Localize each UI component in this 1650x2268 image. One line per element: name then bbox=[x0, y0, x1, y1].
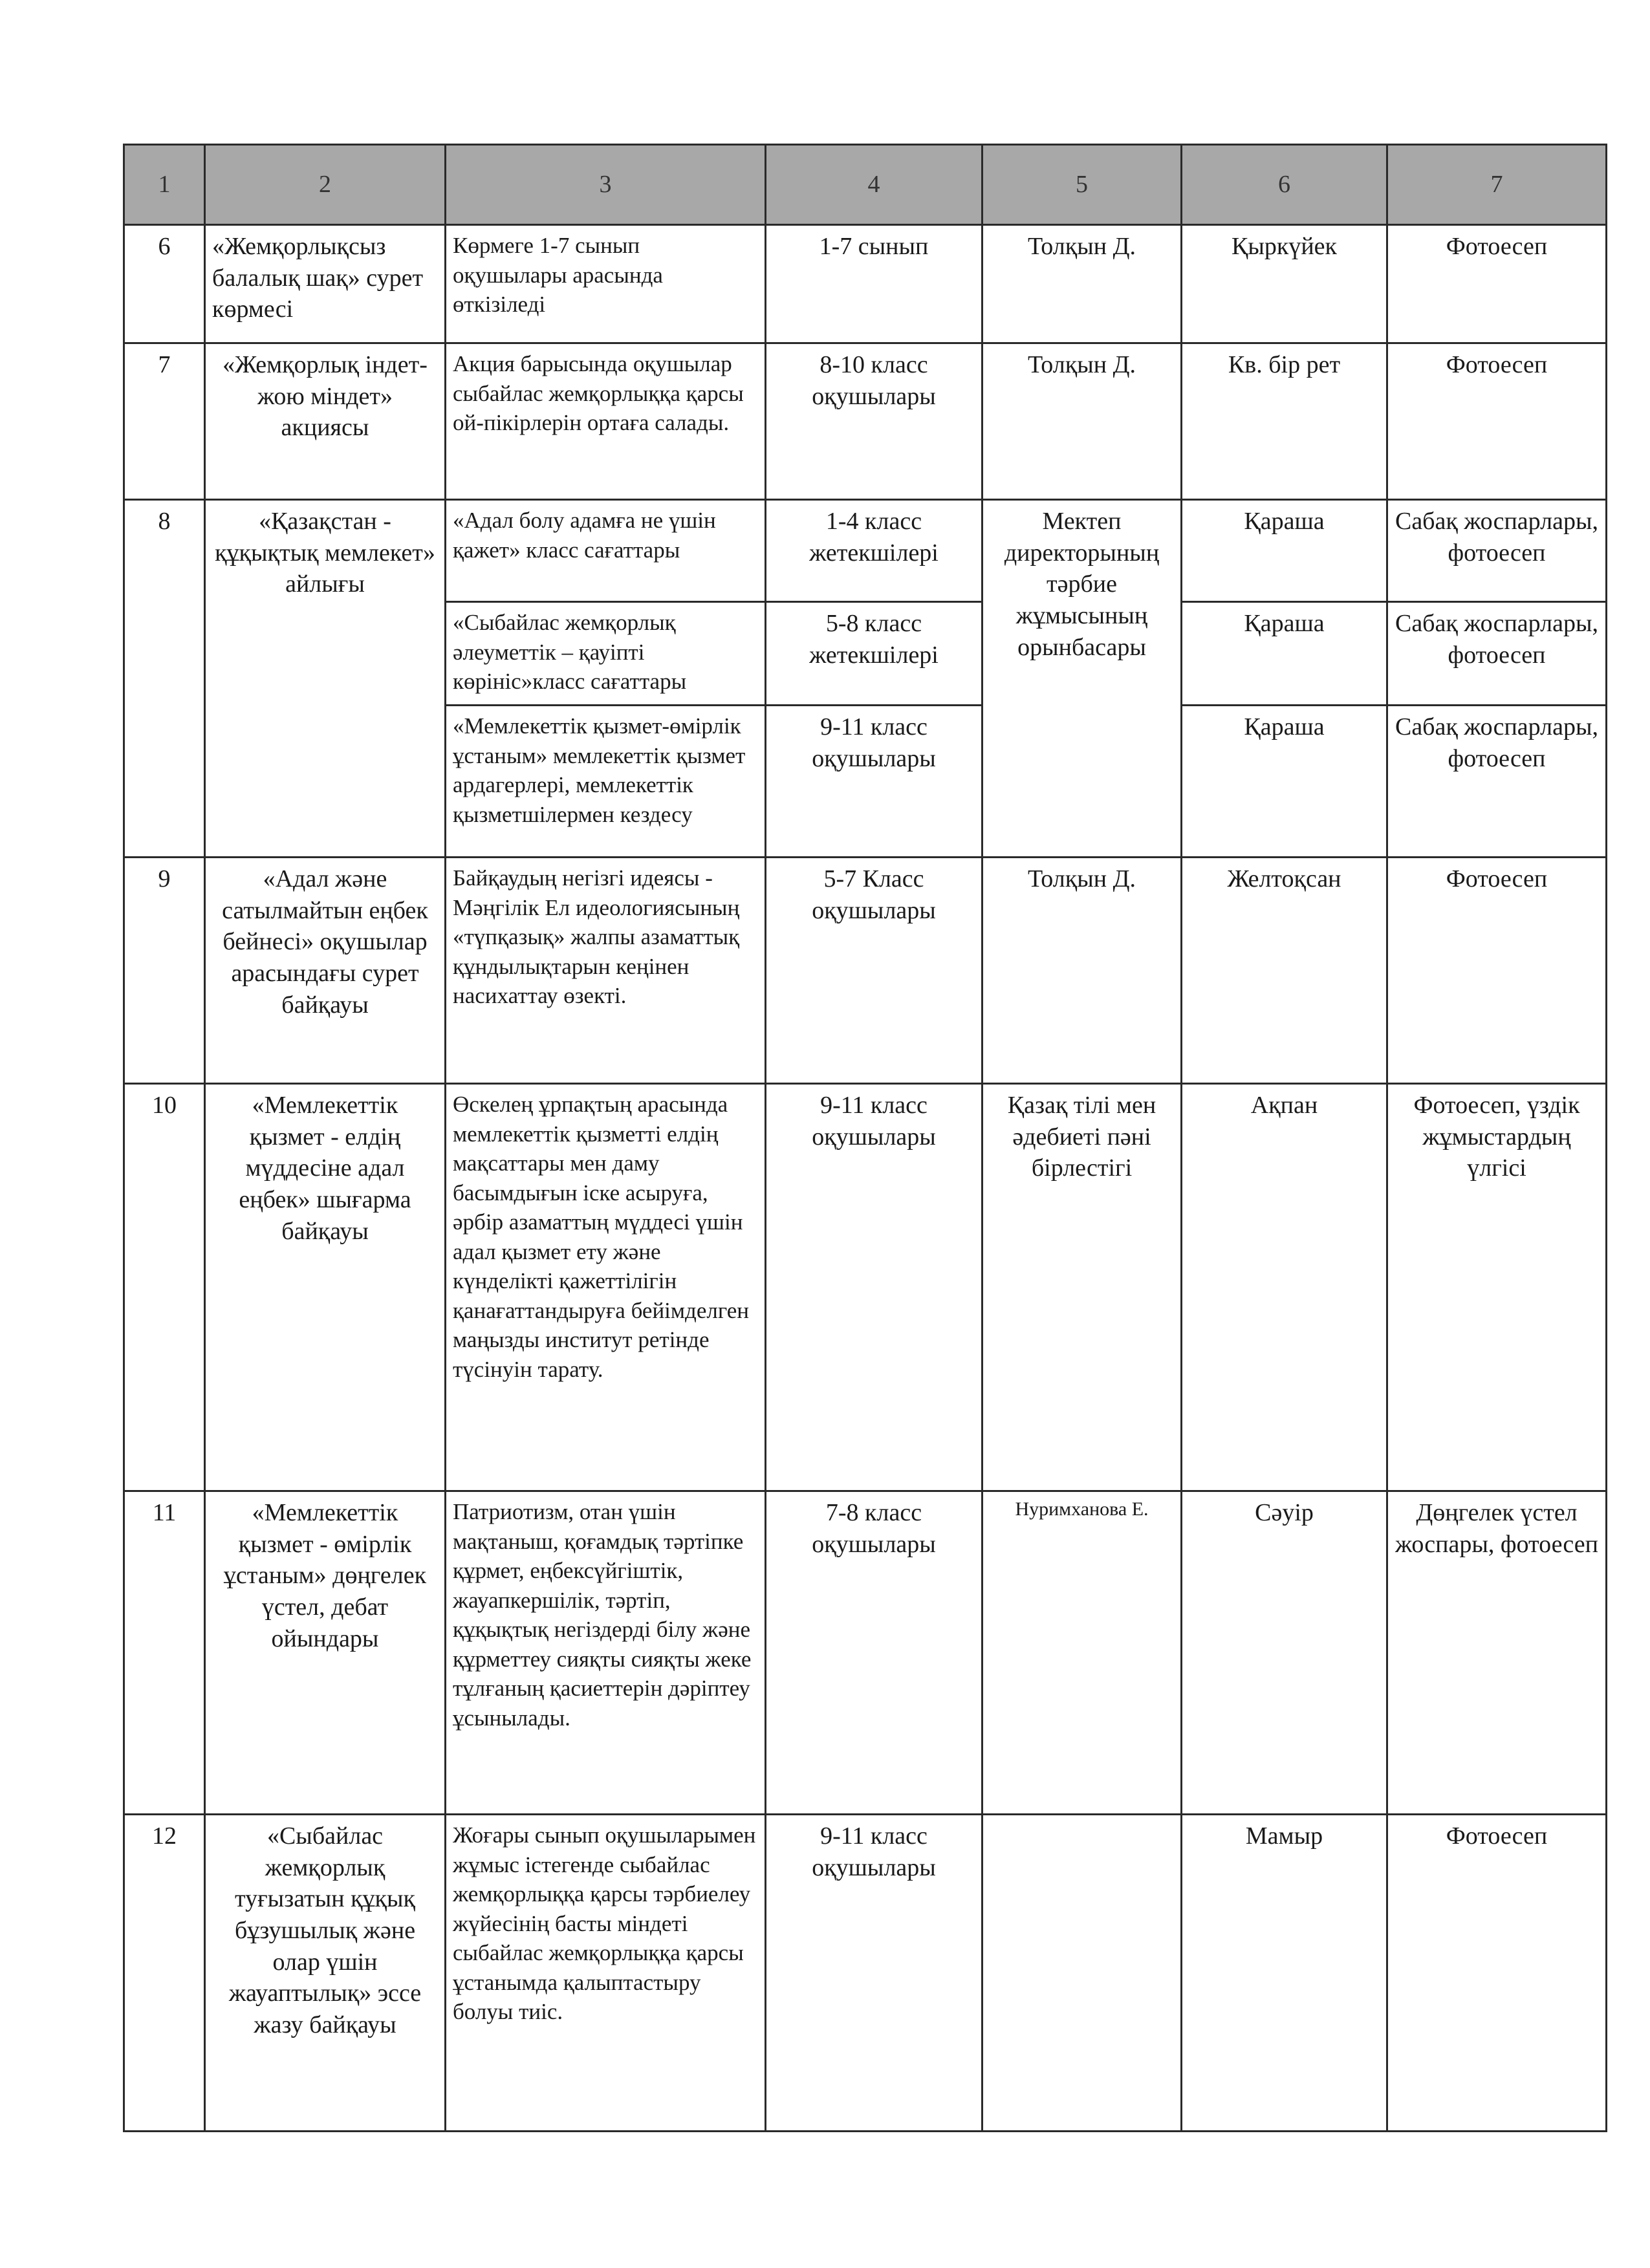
header-col-3: 3 bbox=[446, 145, 766, 225]
participants: 9-11 класс оқушылары bbox=[766, 1815, 982, 2132]
timing: Қараша bbox=[1182, 706, 1387, 858]
header-col-1: 1 bbox=[124, 145, 205, 225]
event-name: «Мемлекеттік қызмет - елдің мүддесіне адал еңбек» шығарма байқауы bbox=[205, 1084, 446, 1491]
output-format: Фотоесеп bbox=[1387, 858, 1607, 1084]
row-number: 11 bbox=[124, 1491, 205, 1815]
header-col-4: 4 bbox=[766, 145, 982, 225]
participants: 1-7 сынып bbox=[766, 225, 982, 343]
timing: Желтоқсан bbox=[1182, 858, 1387, 1084]
table-row bbox=[124, 858, 1607, 1084]
timing: Мамыр bbox=[1182, 1815, 1387, 2132]
event-description: Өскелең ұрпақтың арасында мемлекеттік қызметті елдің мақсаттары мен даму басымдығын іске асыруға, әрбір азаматтың мүддесі үшін адал қызмет ету және күнделікті қажеттілігін қанағаттандыруға бейімделген маңызды институт ретінде түсінуін тарату. bbox=[446, 1084, 766, 1491]
table-row bbox=[124, 500, 1607, 602]
header-col-2: 2 bbox=[205, 145, 446, 225]
responsible: Толқын Д. bbox=[982, 225, 1182, 343]
responsible: Мектеп директорының тәрбие жұмысының орынбасары bbox=[982, 500, 1182, 858]
table-row bbox=[124, 343, 1607, 500]
participants: 9-11 класс оқушылары bbox=[766, 706, 982, 858]
event-name: «Сыбайлас жемқорлық туғызатын құқық бұзушылық және олар үшін жауаптылық» эссе жазу байқауы bbox=[205, 1815, 446, 2132]
row-number: 12 bbox=[124, 1815, 205, 2132]
responsible: Нуримханова Е. bbox=[982, 1491, 1182, 1815]
header-row bbox=[124, 145, 1607, 225]
timing: Ақпан bbox=[1182, 1084, 1387, 1491]
header-col-5: 5 bbox=[982, 145, 1182, 225]
output-format: Сабақ жоспарлары, фотоесеп bbox=[1387, 500, 1607, 602]
participants: 5-8 класс жетекшілері bbox=[766, 602, 982, 706]
output-format: Фотоесеп bbox=[1387, 225, 1607, 343]
output-format: Фотоесеп, үздік жұмыстардың үлгісі bbox=[1387, 1084, 1607, 1491]
event-description: Көрмеге 1-7 сынып оқушылары арасында өткізіледі bbox=[446, 225, 766, 343]
timing: Кв. бір рет bbox=[1182, 343, 1387, 500]
timing: Сәуір bbox=[1182, 1491, 1387, 1815]
timing: Қараша bbox=[1182, 500, 1387, 602]
table-row bbox=[124, 1491, 1607, 1815]
timing: Қараша bbox=[1182, 602, 1387, 706]
table-row bbox=[124, 1815, 1607, 2132]
row-number: 10 bbox=[124, 1084, 205, 1491]
event-description: «Мемлекеттік қызмет-өмірлік ұстаным» мемлекеттік қызмет ардагерлері, мемлекеттік қызметшілермен кездесу bbox=[446, 706, 766, 858]
event-name: «Жемқорлықсыз балалық шақ» сурет көрмесі bbox=[205, 225, 446, 343]
event-description: Байқаудың негізгі идеясы - Мәңгілік Ел идеологиясының «түпқазық» жалпы азаматтық құндылықтарын кеңінен насихаттау өзекті. bbox=[446, 858, 766, 1084]
event-description: «Адал болу адамға не үшін қажет» класс сағаттары bbox=[446, 500, 766, 602]
responsible: Толқын Д. bbox=[982, 858, 1182, 1084]
event-description: Патриотизм, отан үшін мақтаныш, қоғамдық тәртіпке құрмет, еңбексүйгіштік, жауапкершілік, тәртіп, құқықтық негіздерді білу және құрметтеу сияқты сияқты жеке тұлғаның қасиеттерін дәріптеу ұсынылады. bbox=[446, 1491, 766, 1815]
responsible bbox=[982, 1815, 1182, 2132]
event-description: Акция барысында оқушылар сыбайлас жемқорлыққа қарсы ой-пікірлерін ортаға салады. bbox=[446, 343, 766, 500]
event-name: «Жемқорлық індет-жою міндет» акциясы bbox=[205, 343, 446, 500]
participants: 8-10 класс оқушылары bbox=[766, 343, 982, 500]
output-format: Фотоесеп bbox=[1387, 343, 1607, 500]
participants: 7-8 класс оқушылары bbox=[766, 1491, 982, 1815]
responsible: Қазақ тілі мен әдебиеті пәні бірлестігі bbox=[982, 1084, 1182, 1491]
row-number: 9 bbox=[124, 858, 205, 1084]
responsible: Толқын Д. bbox=[982, 343, 1182, 500]
timing: Қыркүйек bbox=[1182, 225, 1387, 343]
event-description: «Сыбайлас жемқорлық әлеуметтік – қауіпті көрініс»класс сағаттары bbox=[446, 602, 766, 706]
row-number: 8 bbox=[124, 500, 205, 858]
participants: 9-11 класс оқушылары bbox=[766, 1084, 982, 1491]
row-number: 7 bbox=[124, 343, 205, 500]
output-format: Фотоесеп bbox=[1387, 1815, 1607, 2132]
output-format: Сабақ жоспарлары, фотоесеп bbox=[1387, 602, 1607, 706]
event-name: «Қазақстан - құқықтық мемлекет» айлығы bbox=[205, 500, 446, 858]
header-col-7: 7 bbox=[1387, 145, 1607, 225]
plan-table bbox=[123, 144, 1607, 2132]
participants: 1-4 класс жетекшілері bbox=[766, 500, 982, 602]
output-format: Дөңгелек үстел жоспары, фотоесеп bbox=[1387, 1491, 1607, 1815]
output-format: Сабақ жоспарлары, фотоесеп bbox=[1387, 706, 1607, 858]
table-row bbox=[124, 225, 1607, 343]
participants: 5-7 Класс оқушылары bbox=[766, 858, 982, 1084]
event-name: «Адал және сатылмайтын еңбек бейнесі» оқушылар арасындағы сурет байқауы bbox=[205, 858, 446, 1084]
event-name: «Мемлекеттік қызмет - өмірлік ұстаным» дөңгелек үстел, дебат ойындары bbox=[205, 1491, 446, 1815]
event-description: Жоғары сынып оқушыларымен жұмыс істегенде сыбайлас жемқорлыққа қарсы тәрбиелеу жүйесінің басты міндеті сыбайлас жемқорлыққа қарсы ұстанымда қалыптастыру болуы тиіс. bbox=[446, 1815, 766, 2132]
row-number: 6 bbox=[124, 225, 205, 343]
header-col-6: 6 bbox=[1182, 145, 1387, 225]
table-row bbox=[124, 1084, 1607, 1491]
